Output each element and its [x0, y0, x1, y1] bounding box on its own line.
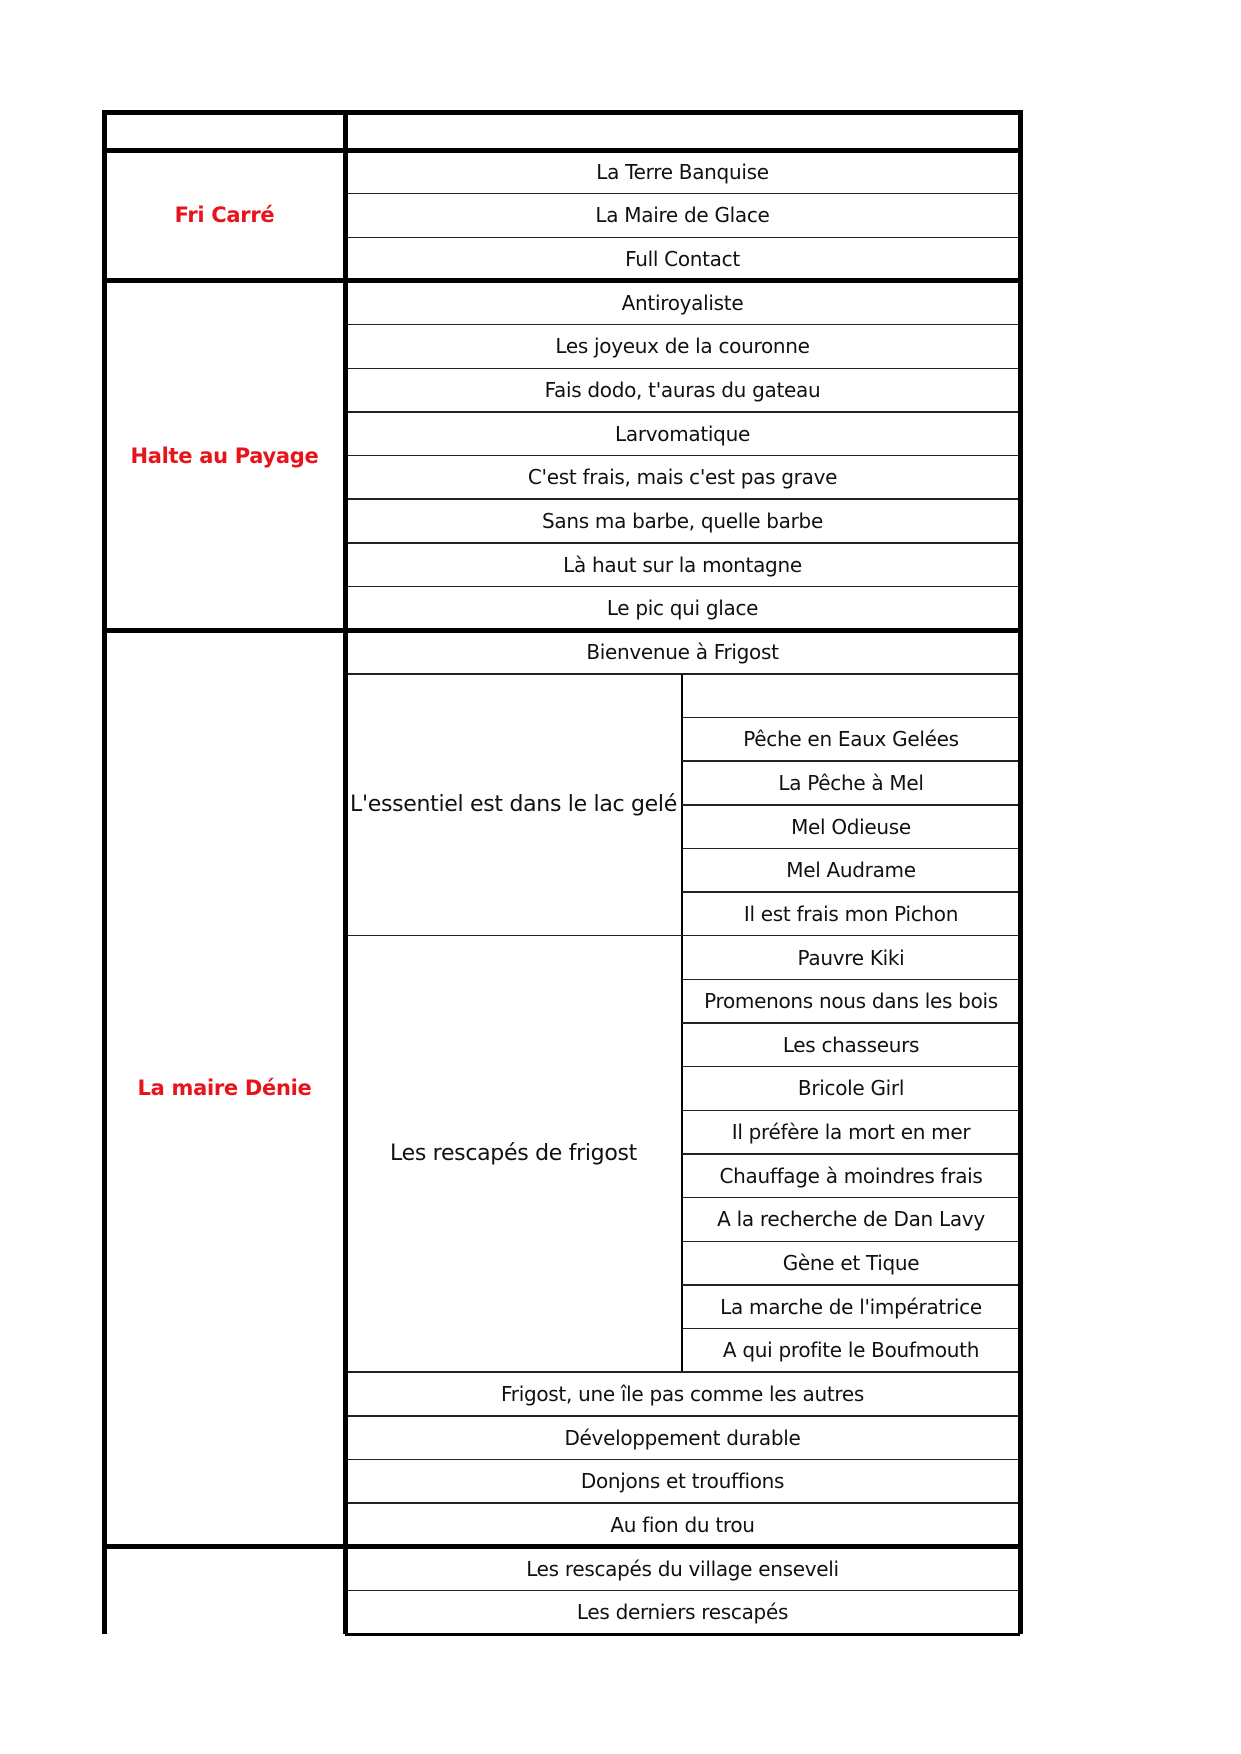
group-label: La maire Dénie [137, 1076, 312, 1101]
subgroup-label: Les rescapés de frigost [390, 1141, 637, 1167]
row-divider [682, 717, 1020, 719]
row-divider [682, 1110, 1020, 1112]
group-label: Fri Carré [174, 203, 275, 228]
row-divider [682, 1197, 1020, 1199]
quest-item[interactable]: Pêche en Eaux Gelées [743, 727, 959, 752]
quest-item[interactable]: Fais dodo, t'auras du gateau [544, 378, 821, 403]
table-right-border [1018, 112, 1023, 1634]
row-divider [682, 1153, 1020, 1155]
quest-item[interactable]: Il préfère la mort en mer [731, 1120, 971, 1145]
quest-item[interactable]: Mel Audrame [786, 858, 916, 883]
quest-item[interactable]: Les derniers rescapés [576, 1600, 789, 1625]
group-label [104, 1547, 345, 1634]
quest-item[interactable]: Chauffage à moindres frais [719, 1163, 983, 1188]
category-divider [343, 112, 348, 1634]
row-divider [682, 1284, 1020, 1286]
quest-item[interactable]: Donjons et trouffions [580, 1469, 785, 1494]
table-left-border [102, 112, 107, 1634]
quest-item[interactable]: Sans ma barbe, quelle barbe [542, 509, 823, 533]
header-col1 [104, 112, 345, 150]
group-label: Halte au Payage [130, 443, 319, 468]
quest-item[interactable]: La Maire de Glace [595, 203, 770, 228]
row-divider [682, 760, 1020, 762]
row-divider [682, 979, 1020, 981]
row-divider [682, 848, 1020, 850]
quest-item[interactable]: Bricole Girl [797, 1076, 905, 1101]
quest-item[interactable]: Au fion du trou [610, 1512, 755, 1537]
quest-item[interactable]: La Pêche à Mel [778, 770, 924, 795]
quest-item[interactable]: Mel Odieuse [791, 814, 911, 839]
quest-item[interactable]: Larvomatique [615, 421, 750, 446]
row-divider [682, 804, 1020, 806]
table-bottom-border [345, 1633, 1020, 1636]
quest-item[interactable]: Bienvenue à Frigost [586, 639, 779, 664]
quest-item[interactable]: La Terre Banquise [596, 159, 769, 184]
quest-item[interactable]: Frigost, une île pas comme les autres [501, 1382, 864, 1406]
subgroup-label: L'essentiel est dans le lac gelé [350, 792, 677, 818]
quest-item[interactable]: Les chasseurs [782, 1032, 920, 1057]
quest-item[interactable]: C'est frais, mais c'est pas grave [527, 465, 838, 490]
quest-item[interactable]: A la recherche de Dan Lavy [717, 1207, 985, 1232]
header-col2 [345, 112, 1020, 150]
quest-item[interactable]: Promenons nous dans les bois [704, 989, 998, 1014]
quest-item[interactable]: Gène et Tique [782, 1251, 920, 1276]
quest-item[interactable]: Le pic qui glace [606, 596, 759, 621]
quest-item[interactable]: Là haut sur la montagne [563, 552, 802, 577]
quest-item[interactable]: Full Contact [625, 247, 740, 272]
quest-item[interactable]: Les joyeux de la couronne [555, 334, 810, 359]
header-bottom-border [104, 148, 1020, 153]
quest-item[interactable]: Les rescapés du village enseveli [526, 1556, 839, 1581]
row-divider [682, 891, 1020, 893]
quest-item[interactable] [682, 674, 1020, 718]
row-divider [682, 1022, 1020, 1024]
quest-item[interactable]: Antiroyaliste [621, 290, 744, 315]
quest-item[interactable]: La marche de l'impératrice [720, 1294, 982, 1319]
quest-item[interactable]: Développement durable [564, 1425, 801, 1450]
quest-item[interactable]: A qui profite le Boufmouth [722, 1338, 980, 1363]
row-divider [682, 1066, 1020, 1068]
quest-item[interactable]: Il est frais mon Pichon [743, 901, 959, 926]
row-divider [682, 1328, 1020, 1330]
table-top-border [102, 110, 1023, 115]
quest-item[interactable]: Pauvre Kiki [797, 945, 905, 970]
row-divider [682, 1241, 1020, 1243]
